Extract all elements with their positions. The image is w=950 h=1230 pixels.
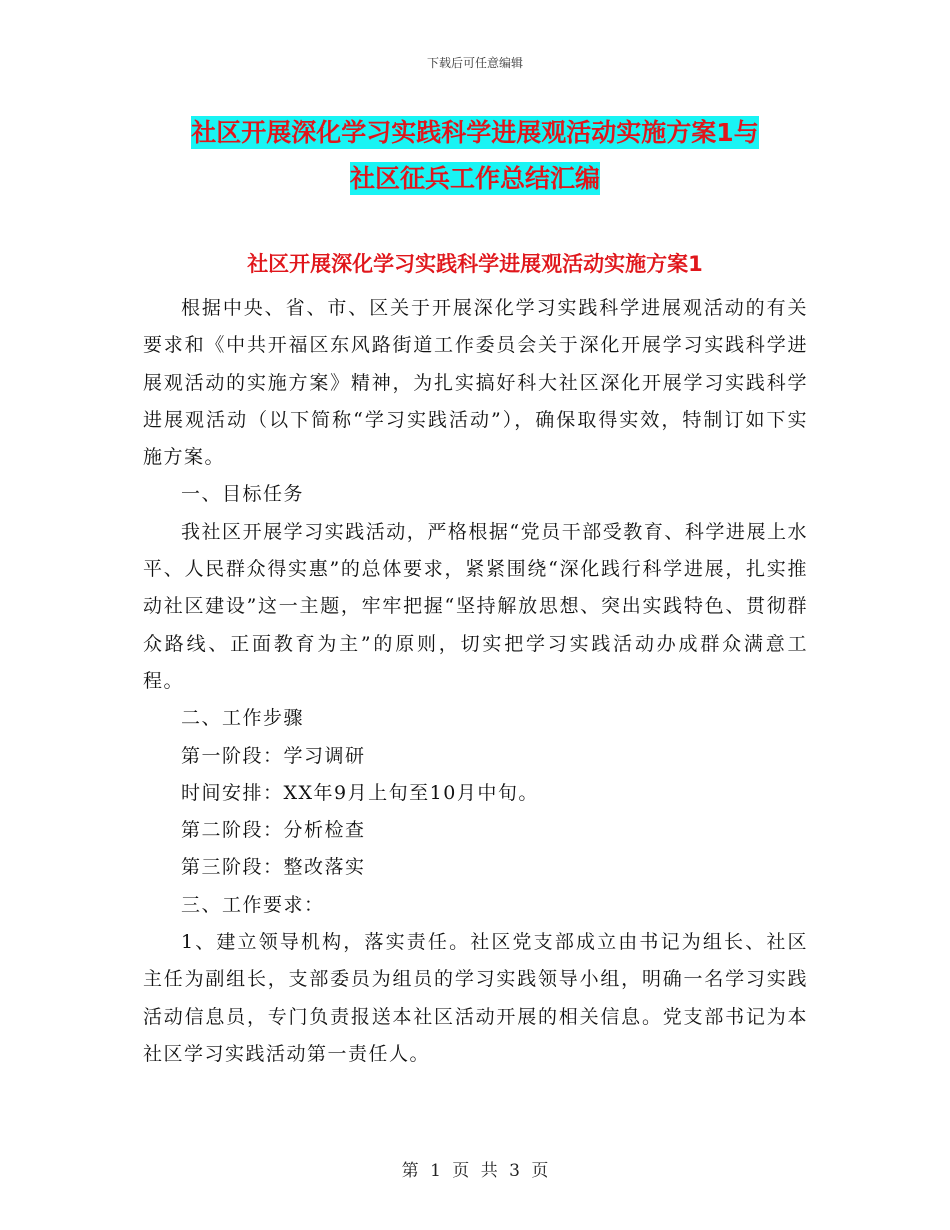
paragraph: 第一阶段：学习调研 <box>181 744 366 767</box>
paragraph: 根据中央、省、市、区关于开展深化学习实践科学进展观活动的有关要求和《中共开福区东风路街道工作委员会关于深化开展学习实践科学进展观活动的实施方案》精神，为扎实搞好科大社区深化开展学习实践科学进展观活动（以下简称“学习实践活动”），确保取得实效，特制订如下实施方案。 <box>143 297 808 469</box>
document-title-line-2: 社区征兵工作总结汇编 <box>349 164 600 193</box>
page-number-footer: 第 1 页 共 3 页 <box>401 1161 549 1181</box>
paragraph: 1、建立领导机构，落实责任。社区党支部成立由书记为组长、社区主任为副组长，支部委员为组员的学习实践领导小组，明确一名学习实践活动信息员，专门负责报送本社区活动开展的相关信息。党支部书记为本社区学习实践活动第一责任人。 <box>143 931 808 1065</box>
paragraph: 三、工作要求： <box>181 893 325 916</box>
paragraph: 二、工作步骤 <box>181 707 305 730</box>
section-title: 社区开展深化学习实践科学进展观活动实施方案1 <box>247 252 703 276</box>
document-title <box>140 110 810 202</box>
paragraph: 我社区开展学习实践活动，严格根据“党员干部受教育、科学进展上水平、人民群众得实惠”的总体要求，紧紧围绕“深化践行科学进展，扎实推动社区建设”这一主题，牢牢把握“坚持解放思想、突出实践特色、贯彻群众路线、正面教育为主”的原则，切实把学习实践活动办成群众满意工程。 <box>143 520 808 692</box>
document-title-line-1: 社区开展深化学习实践科学进展观活动实施方案1与 <box>191 118 759 147</box>
paragraph: 第三阶段：整改落实 <box>181 856 366 879</box>
document-body <box>143 290 808 1073</box>
header-note: 下载后可任意编辑 <box>426 56 523 70</box>
paragraph: 时间安排：XX年9月上旬至10月中旬。 <box>181 781 539 804</box>
paragraph: 一、目标任务 <box>181 483 305 506</box>
paragraph: 第二阶段：分析检查 <box>181 819 366 842</box>
